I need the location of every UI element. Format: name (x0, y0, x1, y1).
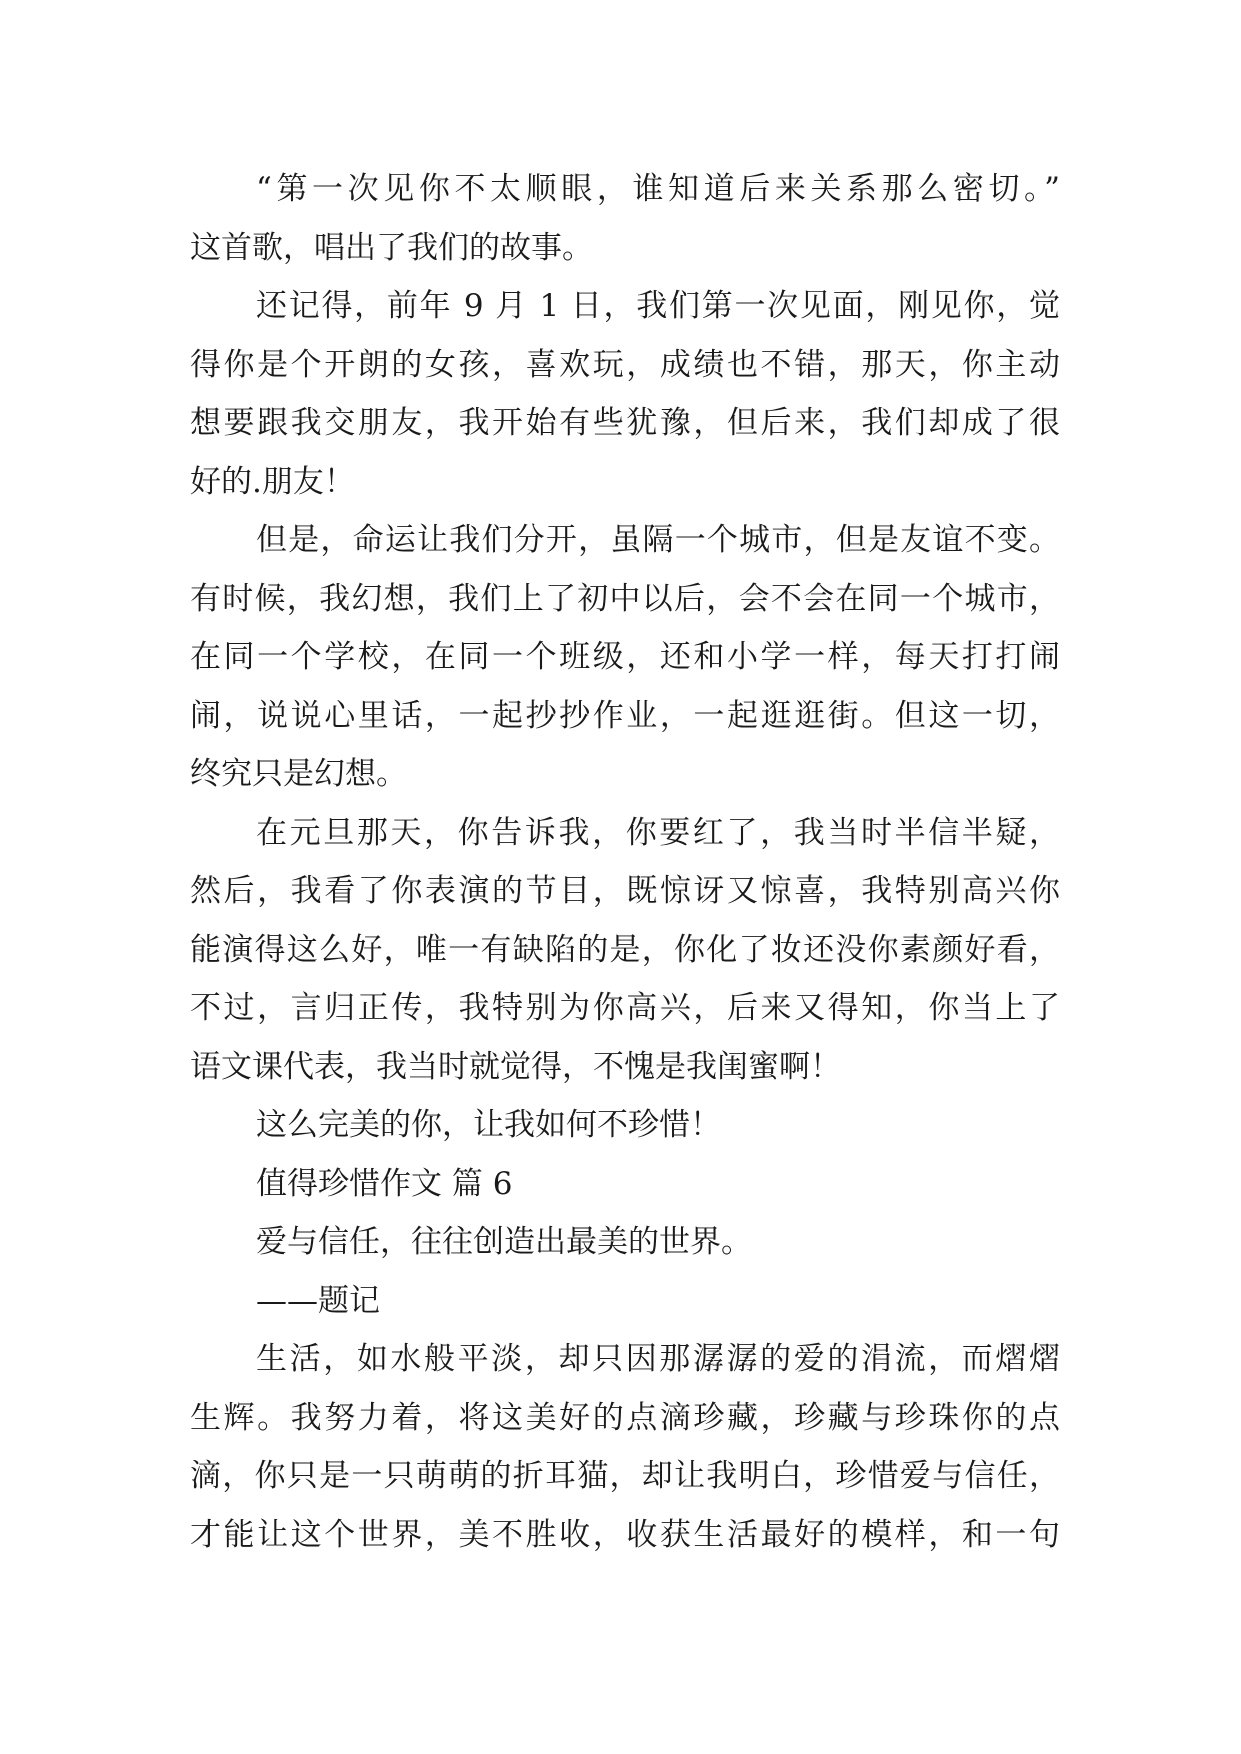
text-line: ——题记 (256, 1282, 380, 1319)
text-line: 才能让这个世界，美不胜收，收获生活最好的模样，和一句 (190, 1516, 1060, 1553)
text-line: 不过，言归正传，我特别为你高兴，后来又得知，你当上了 (190, 990, 1060, 1026)
text-line: 在同一个学校，在同一个班级，还和小学一样，每天打打闹 (190, 639, 1060, 675)
text-line: 值得珍惜作文 篇 6 (256, 1165, 513, 1202)
text-line: 爱与信任，往往创造出最美的世界。 (256, 1224, 752, 1260)
text-line: 有时候，我幻想，我们上了初中以后，会不会在同一个城市， (190, 580, 1060, 617)
text-line: 得你是个开朗的女孩，喜欢玩，成绩也不错，那天，你主动 (190, 346, 1060, 383)
text-line: “第一次见你不太顺眼，谁知道后来关系那么密切。” (256, 171, 1060, 207)
text-line: 滴，你只是一只萌萌的折耳猫，却让我明白，珍惜爱与信任， (190, 1458, 1060, 1494)
text-line: 然后，我看了你表演的节目，既惊讶又惊喜，我特别高兴你 (190, 873, 1060, 909)
text-line: 这么完美的你，让我如何不珍惜！ (256, 1107, 721, 1143)
text-line: 闹，说说心里话，一起抄抄作业，一起逛逛街。但这一切， (190, 697, 1060, 734)
text-line: 生辉。我努力着，将这美好的点滴珍藏，珍藏与珍珠你的点 (190, 1399, 1060, 1436)
article-body (190, 160, 1060, 1564)
text-line: 这首歌，唱出了我们的故事。 (190, 229, 593, 266)
text-line: 但是，命运让我们分开，虽隔一个城市，但是友谊不变。 (256, 522, 1060, 558)
text-line: 在元旦那天，你告诉我，你要红了，我当时半信半疑， (256, 814, 1060, 851)
text-line: 还记得，前年 9 月 1 日，我们第一次见面，刚见你，觉 (256, 288, 1060, 324)
text-line: 语文课代表，我当时就觉得，不愧是我闺蜜啊！ (190, 1048, 841, 1085)
text-line: 能演得这么好，唯一有缺陷的是，你化了妆还没你素颜好看， (190, 931, 1060, 968)
text-line: 想要跟我交朋友，我开始有些犹豫，但后来，我们却成了很 (190, 405, 1060, 441)
text-line: 终究只是幻想。 (190, 756, 407, 792)
text-line: 好的.朋友！ (190, 463, 355, 500)
text-line: 生活，如水般平淡，却只因那潺潺的爱的涓流，而熠熠 (256, 1341, 1060, 1377)
